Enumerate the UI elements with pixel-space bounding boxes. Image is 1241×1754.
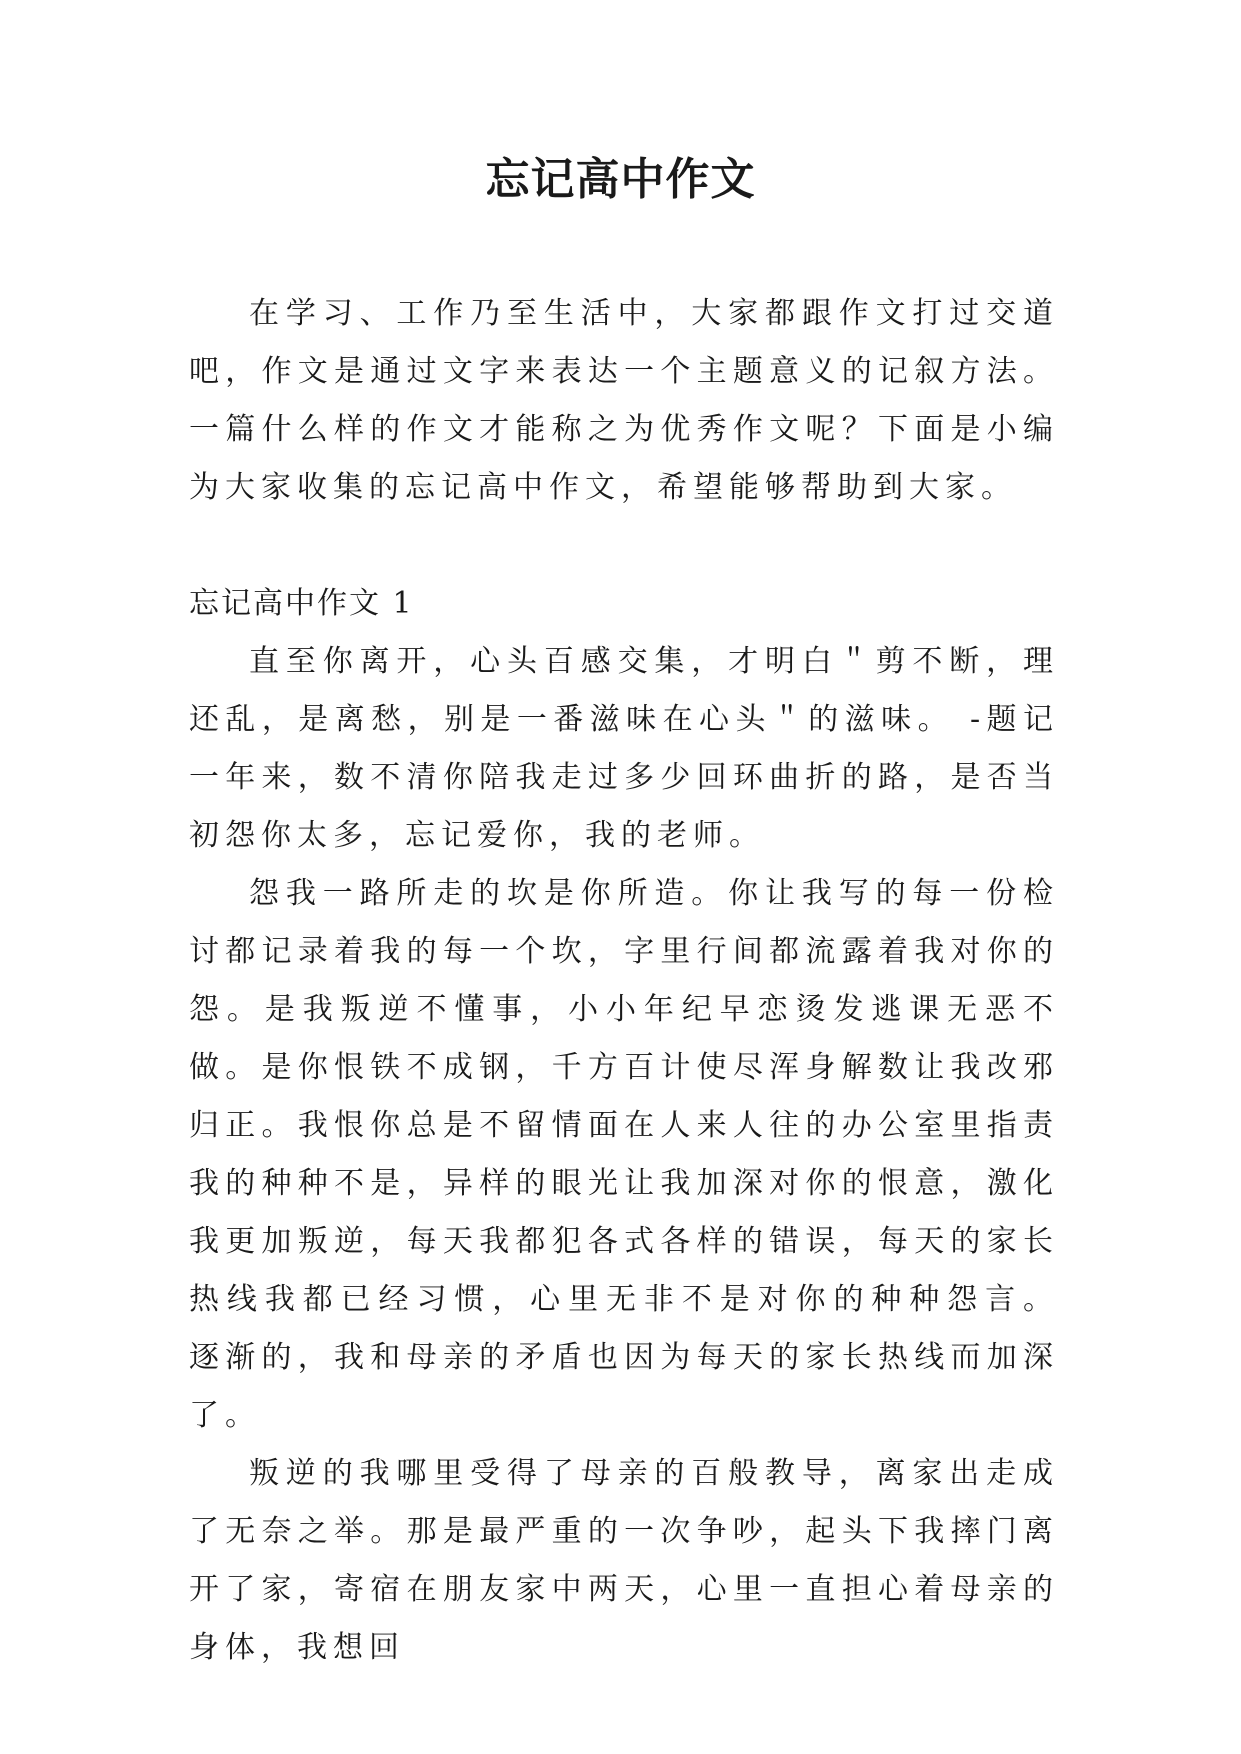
body-paragraph-3: 叛逆的我哪里受得了母亲的百般教导，离家出走成了无奈之举。那是最严重的一次争吵，起头下我摔门离开了家，寄宿在朋友家中两天，心里一直担心着母亲的身体，我想回 [189,1456,1059,1665]
document-title: 忘记高中作文 [485,154,756,205]
intro-paragraph: 在学习、工作乃至生活中，大家都跟作文打过交道吧，作文是通过文字来表达一个主题意义的记叙方法。一篇什么样的作文才能称之为优秀作文呢？下面是小编为大家收集的忘记高中作文，希望能够帮助到大家。 [189,296,1059,505]
body-paragraph-2: 怨我一路所走的坎是你所造。你让我写的每一份检讨都记录着我的每一个坎，字里行间都流露着我对你的怨。是我叛逆不懂事，小小年纪早恋烫发逃课无恶不做。是你恨铁不成钢，千方百计使尽浑身解数让我改邪归正。我恨你总是不留情面在人来人往的办公室里指责我的种种不是，异样的眼光让我加深对你的恨意，激化我更加叛逆，每天我都犯各式各样的错误，每天的家长热线我都已经习惯，心里无非不是对你的种种怨言。 逐渐的，我和母亲的矛盾也因为每天的家长热线而加深了。 [189,876,1059,1433]
body-paragraph-1: 直至你离开，心头百感交集，才明白＂剪不断，理还乱，是离愁，别是一番滋味在心头＂的滋味。 -题记一年来，数不清你陪我走过多少回环曲折的路，是否当初怨你太多，忘记爱你，我的老师。 [189,644,1059,853]
paragraph-spacer [189,517,1059,575]
section-heading: 忘记高中作文 1 [189,586,414,621]
document-body [189,285,1059,1677]
